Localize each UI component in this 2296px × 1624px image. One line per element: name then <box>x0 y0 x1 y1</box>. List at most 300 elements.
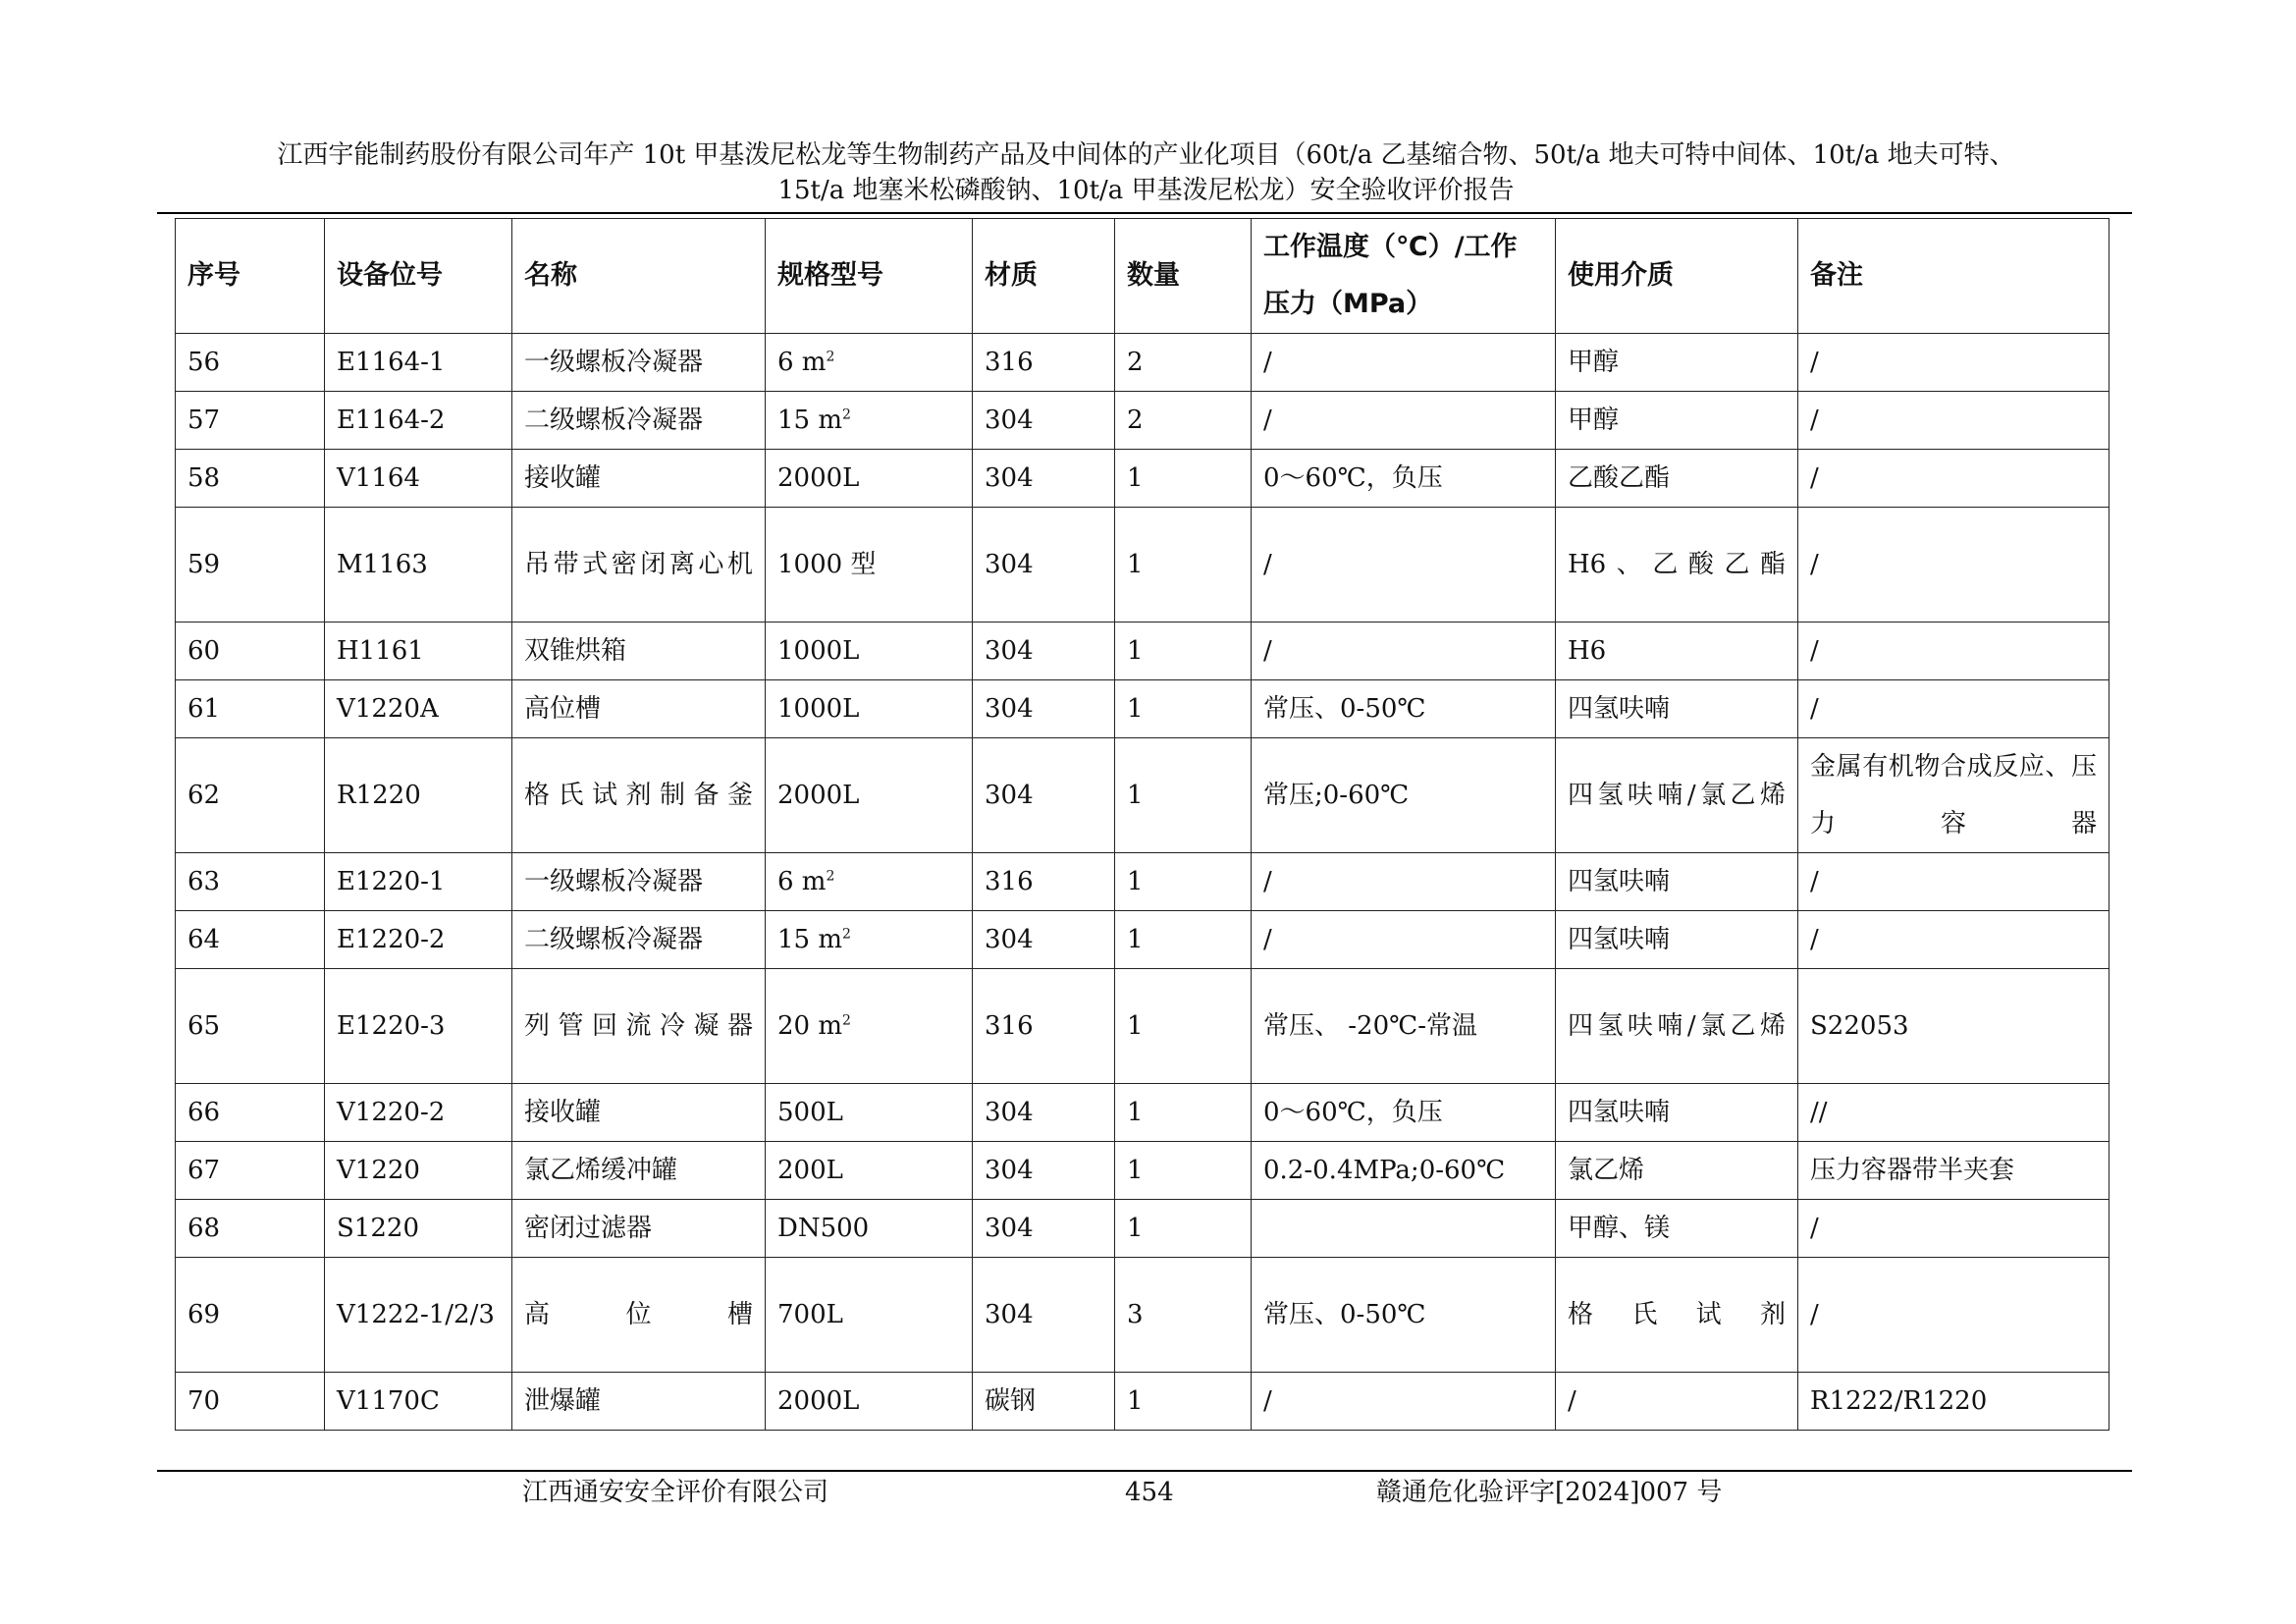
cell-text: 500L <box>777 1098 843 1127</box>
cell-spec <box>766 1084 973 1142</box>
unit-superscript: 2 <box>842 1012 851 1029</box>
cell-index <box>176 738 325 853</box>
cell-text: / <box>1810 348 1819 377</box>
footer-doc-number: 赣通危化验评字[2024]007 号 <box>1376 1478 1723 1507</box>
cell-text: / <box>1263 406 1272 435</box>
cell-text: 二级螺板冷凝器 <box>524 925 704 954</box>
cell-text: 304 <box>985 406 1034 435</box>
cell-index <box>176 1084 325 1142</box>
cell-text: V1220-2 <box>337 1098 446 1127</box>
cell-text: 63 <box>187 867 221 896</box>
cell-spec <box>766 508 973 623</box>
cell-text: / <box>1810 1214 1819 1243</box>
cell-text: 304 <box>985 463 1034 493</box>
cell-text: 乙酸乙酯 <box>1568 463 1671 493</box>
table-row <box>176 680 2109 738</box>
cell-text: / <box>1263 1386 1272 1416</box>
cell-text: 316 <box>985 348 1034 377</box>
cell-remark <box>1798 738 2109 853</box>
col-header-material: 材质 <box>973 219 1115 334</box>
cell-text: 304 <box>985 1156 1034 1185</box>
cell-tag <box>325 1373 512 1431</box>
cell-text: 金属有机物合成反应、压力容器 <box>1810 752 2097 839</box>
cell-text: 1 <box>1127 925 1144 954</box>
cell-material <box>973 450 1115 508</box>
cell-index <box>176 1373 325 1431</box>
cell-text: 2 <box>1127 348 1144 377</box>
cell-spec <box>766 1373 973 1431</box>
cell-text: 2000L <box>777 463 860 493</box>
cell-text: 氯乙烯缓冲罐 <box>524 1156 678 1185</box>
cell-medium <box>1556 1258 1798 1373</box>
col-header-quantity: 数量 <box>1115 219 1252 334</box>
cell-material <box>973 623 1115 680</box>
cell-text: / <box>1263 925 1272 954</box>
cell-medium <box>1556 1084 1798 1142</box>
table-row <box>176 623 2109 680</box>
cell-text: 67 <box>187 1156 221 1185</box>
cell-material <box>973 392 1115 450</box>
cell-text: H1161 <box>337 636 424 666</box>
cell-material <box>973 738 1115 853</box>
cell-text: V1220 <box>337 1156 420 1185</box>
table-header-row <box>176 219 2109 334</box>
footer-company: 江西通安安全评价有限公司 <box>522 1478 829 1507</box>
cell-text: M1163 <box>337 550 428 579</box>
cell-medium <box>1556 450 1798 508</box>
cell-name <box>512 450 766 508</box>
cell-remark <box>1798 1373 2109 1431</box>
cell-text: 1 <box>1127 1098 1144 1127</box>
cell-text: / <box>1263 867 1272 896</box>
cell-text: 316 <box>985 1011 1034 1041</box>
cell-medium <box>1556 911 1798 969</box>
cell-medium <box>1556 1142 1798 1200</box>
cell-text: 3 <box>1127 1300 1144 1329</box>
cell-text: 接收罐 <box>524 1098 602 1127</box>
cell-text: 304 <box>985 1098 1034 1127</box>
cell-index <box>176 334 325 392</box>
cell-name <box>512 1142 766 1200</box>
document-header <box>157 137 2135 208</box>
cell-name <box>512 853 766 911</box>
col-header-name: 名称 <box>512 219 766 334</box>
cell-material <box>973 1084 1115 1142</box>
cell-text: 四氢呋喃/氯乙烯 <box>1568 1011 1786 1041</box>
cell-text: E1220-2 <box>337 925 446 954</box>
cell-name <box>512 1200 766 1258</box>
cell-material <box>973 1258 1115 1373</box>
cell-medium <box>1556 1373 1798 1431</box>
cell-index <box>176 853 325 911</box>
cell-text: / <box>1810 406 1819 435</box>
cell-text: 碳钢 <box>985 1386 1037 1416</box>
cell-tag <box>325 680 512 738</box>
cell-text: 316 <box>985 867 1034 896</box>
cell-index <box>176 969 325 1084</box>
cell-remark <box>1798 623 2109 680</box>
cell-text: 304 <box>985 781 1034 810</box>
cell-medium <box>1556 508 1798 623</box>
col-header-remark: 备注 <box>1798 219 2109 334</box>
cell-text: 66 <box>187 1098 221 1127</box>
cell-medium <box>1556 334 1798 392</box>
cell-text: 61 <box>187 694 221 724</box>
col-header-index: 序号 <box>176 219 325 334</box>
cell-quantity <box>1115 392 1252 450</box>
cell-index <box>176 450 325 508</box>
cell-text: / <box>1810 636 1819 666</box>
cell-tag <box>325 969 512 1084</box>
cell-material <box>973 853 1115 911</box>
cell-text: E1164-2 <box>337 406 446 435</box>
cell-text: 70 <box>187 1386 221 1416</box>
cell-temp-pressure <box>1252 334 1556 392</box>
cell-medium <box>1556 738 1798 853</box>
cell-text: 双锥烘箱 <box>524 636 627 666</box>
cell-text: 304 <box>985 694 1034 724</box>
cell-remark <box>1798 1200 2109 1258</box>
cell-text: 接收罐 <box>524 463 602 493</box>
table-row <box>176 1200 2109 1258</box>
cell-text: 65 <box>187 1011 221 1041</box>
cell-temp-pressure <box>1252 911 1556 969</box>
cell-medium <box>1556 969 1798 1084</box>
cell-temp-pressure <box>1252 1200 1556 1258</box>
cell-medium <box>1556 853 1798 911</box>
cell-spec <box>766 911 973 969</box>
cell-remark <box>1798 853 2109 911</box>
cell-index <box>176 623 325 680</box>
cell-text: S22053 <box>1810 1011 1909 1041</box>
cell-tag <box>325 1084 512 1142</box>
cell-remark <box>1798 508 2109 623</box>
header-line-1: 江西宇能制药股份有限公司年产 10t 甲基泼尼松龙等生物制药产品及中间体的产业化项目（60t/a 乙基缩合物、50t/a 地夫可特中间体、10t/a 地夫可特、 <box>277 140 2015 170</box>
cell-tag <box>325 1200 512 1258</box>
cell-name <box>512 508 766 623</box>
col-header-spec: 规格型号 <box>766 219 973 334</box>
cell-spec <box>766 392 973 450</box>
cell-material <box>973 1200 1115 1258</box>
cell-text: 列管回流冷凝器 <box>524 1011 753 1041</box>
cell-temp-pressure <box>1252 508 1556 623</box>
cell-text: 1 <box>1127 1386 1144 1416</box>
cell-text: 68 <box>187 1214 221 1243</box>
cell-material <box>973 334 1115 392</box>
cell-text: 四氢呋喃 <box>1568 1098 1671 1127</box>
cell-text: 1 <box>1127 1011 1144 1041</box>
cell-text: 200L <box>777 1156 843 1185</box>
cell-name <box>512 623 766 680</box>
cell-text: 1 <box>1127 867 1144 896</box>
cell-text: 57 <box>187 406 221 435</box>
cell-spec <box>766 853 973 911</box>
table-row <box>176 911 2109 969</box>
cell-text: / <box>1810 463 1819 493</box>
cell-text: E1220-1 <box>337 867 446 896</box>
equipment-table <box>175 218 2109 1431</box>
cell-text: 常压、0-50℃ <box>1263 694 1426 724</box>
cell-text: 1 <box>1127 550 1144 579</box>
cell-name <box>512 911 766 969</box>
cell-text: R1222/R1220 <box>1810 1386 1988 1416</box>
cell-text: 1000L <box>777 636 860 666</box>
cell-text: 6 m <box>777 867 827 896</box>
cell-text: 0～60℃，负压 <box>1263 463 1443 493</box>
cell-spec <box>766 1200 973 1258</box>
cell-text: 1 <box>1127 636 1144 666</box>
footer-page-number: 454 <box>1125 1478 1174 1507</box>
cell-quantity <box>1115 853 1252 911</box>
cell-quantity <box>1115 1142 1252 1200</box>
cell-name <box>512 1084 766 1142</box>
cell-name <box>512 969 766 1084</box>
cell-temp-pressure <box>1252 680 1556 738</box>
cell-quantity <box>1115 680 1252 738</box>
cell-text: 304 <box>985 1300 1034 1329</box>
cell-text: 格氏试剂制备釜 <box>524 781 753 810</box>
cell-remark <box>1798 392 2109 450</box>
cell-spec <box>766 969 973 1084</box>
cell-index <box>176 911 325 969</box>
table-row <box>176 1258 2109 1373</box>
cell-name <box>512 738 766 853</box>
cell-text: 2000L <box>777 1386 860 1416</box>
cell-quantity <box>1115 1084 1252 1142</box>
cell-material <box>973 680 1115 738</box>
cell-text: / <box>1810 550 1819 579</box>
cell-text: 56 <box>187 348 221 377</box>
cell-tag <box>325 392 512 450</box>
cell-temp-pressure <box>1252 738 1556 853</box>
cell-spec <box>766 623 973 680</box>
unit-superscript: 2 <box>826 868 835 885</box>
cell-remark <box>1798 450 2109 508</box>
cell-text: 62 <box>187 781 221 810</box>
cell-text: 甲醇 <box>1568 348 1620 377</box>
cell-remark <box>1798 1258 2109 1373</box>
cell-temp-pressure <box>1252 969 1556 1084</box>
cell-text: DN500 <box>777 1214 870 1243</box>
cell-text: 常压;0-60℃ <box>1263 781 1410 810</box>
cell-text: / <box>1810 925 1819 954</box>
cell-text: 常压、0-50℃ <box>1263 1300 1426 1329</box>
cell-text: 四氢呋喃 <box>1568 694 1671 724</box>
cell-temp-pressure <box>1252 853 1556 911</box>
cell-text: 6 m <box>777 348 827 377</box>
cell-text: 304 <box>985 636 1034 666</box>
header-line-2: 15t/a 地塞米松磷酸钠、10t/a 甲基泼尼松龙）安全验收评价报告 <box>777 176 1515 205</box>
cell-text: 1000L <box>777 694 860 724</box>
footer-rule <box>157 1470 2132 1472</box>
cell-text: 1 <box>1127 781 1144 810</box>
cell-text: 1 <box>1127 1214 1144 1243</box>
cell-text: V1222-1/2/3 <box>337 1300 495 1329</box>
cell-tag <box>325 1142 512 1200</box>
cell-temp-pressure <box>1252 450 1556 508</box>
cell-name <box>512 334 766 392</box>
cell-text: E1164-1 <box>337 348 446 377</box>
cell-text: 密闭过滤器 <box>524 1214 653 1243</box>
cell-name <box>512 1258 766 1373</box>
cell-temp-pressure <box>1252 1142 1556 1200</box>
cell-text: / <box>1568 1386 1576 1416</box>
cell-material <box>973 508 1115 623</box>
cell-text: H6 <box>1568 636 1607 666</box>
cell-medium <box>1556 1200 1798 1258</box>
table-row <box>176 853 2109 911</box>
cell-text: 甲醇 <box>1568 406 1620 435</box>
cell-text: / <box>1810 694 1819 724</box>
cell-text: 1 <box>1127 463 1144 493</box>
cell-text: / <box>1263 550 1272 579</box>
cell-text: 60 <box>187 636 221 666</box>
cell-spec <box>766 450 973 508</box>
cell-text: 15 m <box>777 925 843 954</box>
cell-quantity <box>1115 1200 1252 1258</box>
cell-text: 氯乙烯 <box>1568 1156 1645 1185</box>
cell-text: 20 m <box>777 1011 843 1041</box>
cell-index <box>176 680 325 738</box>
cell-tag <box>325 1258 512 1373</box>
cell-text: 15 m <box>777 406 843 435</box>
col-header-tag: 设备位号 <box>325 219 512 334</box>
cell-spec <box>766 1142 973 1200</box>
cell-text: 304 <box>985 550 1034 579</box>
cell-text: 吊带式密闭离心机 <box>524 550 753 579</box>
cell-text: 304 <box>985 925 1034 954</box>
cell-tag <box>325 450 512 508</box>
cell-text: 0～60℃，负压 <box>1263 1098 1443 1127</box>
cell-text: 一级螺板冷凝器 <box>524 348 704 377</box>
cell-temp-pressure <box>1252 1084 1556 1142</box>
unit-superscript: 2 <box>826 349 835 365</box>
cell-text: / <box>1810 1300 1819 1329</box>
cell-material <box>973 911 1115 969</box>
unit-superscript: 2 <box>842 926 851 943</box>
cell-name <box>512 392 766 450</box>
cell-text: 四氢呋喃 <box>1568 925 1671 954</box>
cell-text: 700L <box>777 1300 843 1329</box>
cell-tag <box>325 334 512 392</box>
cell-quantity <box>1115 1258 1252 1373</box>
table-row <box>176 392 2109 450</box>
table-row <box>176 1142 2109 1200</box>
cell-tag <box>325 738 512 853</box>
cell-text: 1000 型 <box>777 550 877 579</box>
cell-tag <box>325 853 512 911</box>
cell-material <box>973 1373 1115 1431</box>
cell-text: / <box>1263 636 1272 666</box>
cell-text: R1220 <box>337 781 421 810</box>
cell-quantity <box>1115 969 1252 1084</box>
table-row <box>176 738 2109 853</box>
cell-text: V1170C <box>337 1386 440 1416</box>
table-row <box>176 969 2109 1084</box>
cell-text: / <box>1263 348 1272 377</box>
cell-text: 304 <box>985 1214 1034 1243</box>
cell-temp-pressure <box>1252 623 1556 680</box>
unit-superscript: 2 <box>842 406 851 423</box>
cell-quantity <box>1115 1373 1252 1431</box>
col-header-medium: 使用介质 <box>1556 219 1798 334</box>
cell-remark <box>1798 1142 2109 1200</box>
table-row <box>176 508 2109 623</box>
cell-quantity <box>1115 508 1252 623</box>
cell-name <box>512 680 766 738</box>
cell-remark <box>1798 334 2109 392</box>
cell-text: V1164 <box>337 463 420 493</box>
cell-tag <box>325 623 512 680</box>
cell-quantity <box>1115 623 1252 680</box>
header-rule <box>157 212 2132 214</box>
cell-text: E1220-3 <box>337 1011 446 1041</box>
table-row <box>176 1373 2109 1431</box>
cell-text: 58 <box>187 463 221 493</box>
cell-name <box>512 1373 766 1431</box>
cell-remark <box>1798 911 2109 969</box>
cell-spec <box>766 738 973 853</box>
table-row <box>176 334 2109 392</box>
cell-temp-pressure <box>1252 1373 1556 1431</box>
cell-text: 2 <box>1127 406 1144 435</box>
cell-text: 69 <box>187 1300 221 1329</box>
cell-material <box>973 1142 1115 1200</box>
table-row <box>176 450 2109 508</box>
cell-medium <box>1556 392 1798 450</box>
cell-medium <box>1556 623 1798 680</box>
cell-text: 高位槽 <box>524 694 602 724</box>
cell-tag <box>325 911 512 969</box>
cell-text: 2000L <box>777 781 860 810</box>
cell-text: / <box>1810 867 1819 896</box>
cell-text: 压力容器带半夹套 <box>1810 1156 2015 1185</box>
cell-text: 二级螺板冷凝器 <box>524 406 704 435</box>
cell-text: 一级螺板冷凝器 <box>524 867 704 896</box>
cell-remark <box>1798 680 2109 738</box>
cell-material <box>973 969 1115 1084</box>
cell-text: 高位槽 <box>524 1300 753 1329</box>
cell-quantity <box>1115 738 1252 853</box>
cell-medium <box>1556 680 1798 738</box>
cell-quantity <box>1115 911 1252 969</box>
cell-index <box>176 392 325 450</box>
col-header-temp-pressure: 工作温度（℃）/工作压力（MPa） <box>1252 219 1556 334</box>
cell-text: 0.2-0.4MPa;0-60℃ <box>1263 1156 1506 1185</box>
cell-text: // <box>1810 1098 1828 1127</box>
cell-text: 59 <box>187 550 221 579</box>
cell-index <box>176 508 325 623</box>
cell-index <box>176 1258 325 1373</box>
cell-text: 泄爆罐 <box>524 1386 602 1416</box>
cell-spec <box>766 680 973 738</box>
cell-text: V1220A <box>337 694 439 724</box>
cell-remark <box>1798 1084 2109 1142</box>
cell-quantity <box>1115 450 1252 508</box>
cell-text: 四氢呋喃 <box>1568 867 1671 896</box>
cell-temp-pressure <box>1252 392 1556 450</box>
cell-quantity <box>1115 334 1252 392</box>
table-row <box>176 1084 2109 1142</box>
cell-spec <box>766 334 973 392</box>
cell-text: 1 <box>1127 694 1144 724</box>
cell-tag <box>325 508 512 623</box>
cell-text: S1220 <box>337 1214 419 1243</box>
cell-text: 甲醇、镁 <box>1568 1214 1671 1243</box>
cell-index <box>176 1142 325 1200</box>
cell-temp-pressure <box>1252 1258 1556 1373</box>
cell-text: 64 <box>187 925 221 954</box>
